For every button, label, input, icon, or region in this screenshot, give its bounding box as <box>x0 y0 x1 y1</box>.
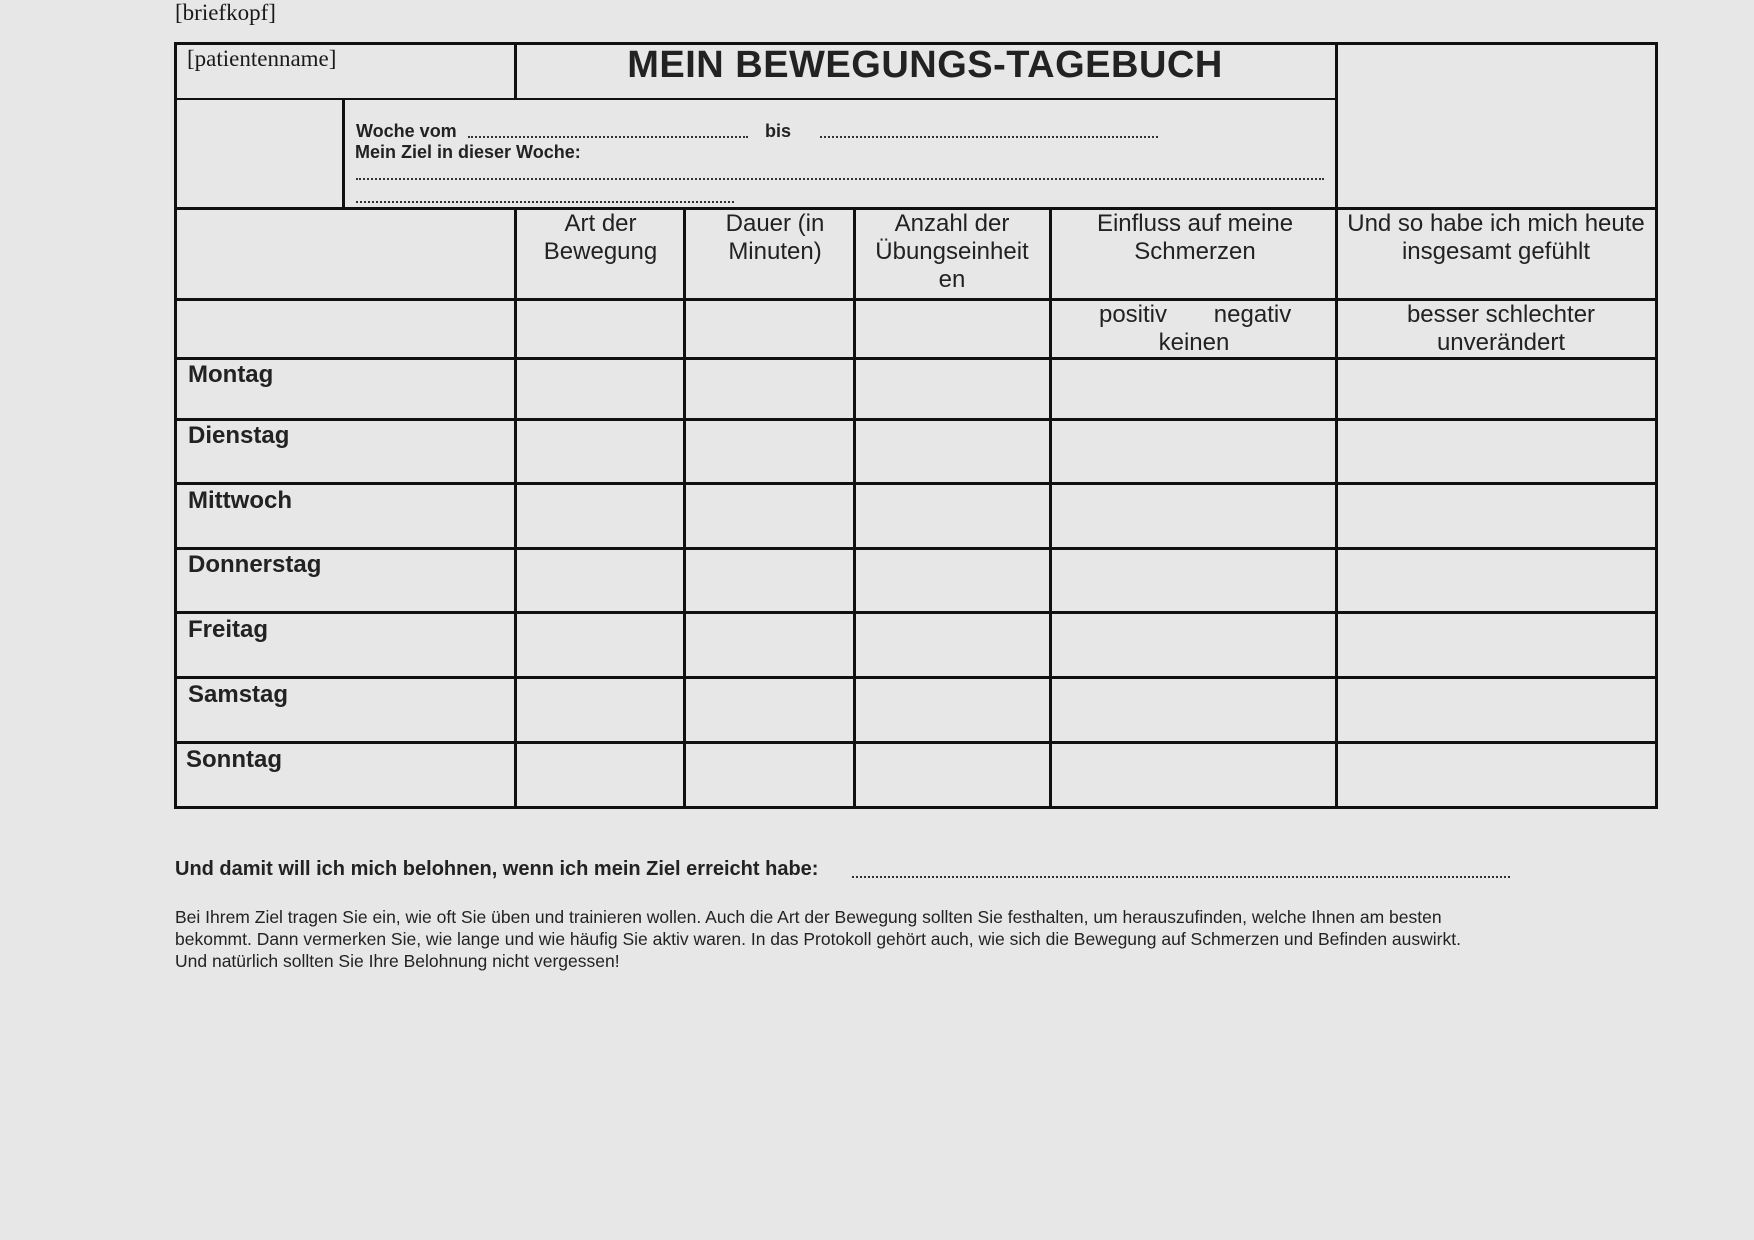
grid-line <box>1655 42 1658 809</box>
grid-line <box>174 42 177 809</box>
column-header-feeling: Und so habe ich mich heute insgesamt gefühlt <box>1347 210 1645 265</box>
grid-line <box>174 547 1658 550</box>
instructions <box>175 906 1595 972</box>
day-label-friday: Freitag <box>188 616 269 643</box>
grid-line <box>853 207 856 809</box>
feeling-options-line-2: unverändert <box>1436 329 1566 356</box>
goal-label: Mein Ziel in dieser Woche: <box>355 142 581 162</box>
day-label-tuesday: Dienstag <box>188 422 290 449</box>
day-label-thursday: Donnerstag <box>188 551 322 578</box>
grid-line <box>174 357 1658 360</box>
pain-option-positive: positiv <box>1098 301 1168 328</box>
reward-label: Und damit will ich mich belohnen, wenn ich mein Ziel erreicht habe: <box>175 858 819 880</box>
feeling-options-line-1: besser schlechter <box>1406 301 1596 328</box>
grid-line <box>174 418 1658 421</box>
column-header-sessions: Anzahl der Übungseinheit en <box>875 210 1029 293</box>
reward-field[interactable] <box>852 876 1510 878</box>
grid-line <box>174 806 1658 809</box>
grid-line <box>174 482 1658 485</box>
patient-name-placeholder: [patientenname] <box>187 46 337 71</box>
goal-field-line-1[interactable] <box>356 178 1324 180</box>
instructions-line-2: bekommt. Dann vermerken Sie, wie lange und wie häufig Sie aktiv waren. In das Protokoll gehört auch, wie sich die Bewegung auf Schmerzen und Befinden auswirkt. <box>175 929 1461 949</box>
grid-line <box>174 741 1658 744</box>
grid-line <box>514 207 517 809</box>
column-header-duration: Dauer (in Minuten) <box>725 210 825 265</box>
grid-line <box>342 98 345 210</box>
week-from-field[interactable] <box>468 136 748 138</box>
grid-line <box>174 676 1658 679</box>
week-to-field[interactable] <box>820 136 1158 138</box>
day-label-saturday: Samstag <box>188 681 289 708</box>
week-to-label: bis <box>765 121 792 141</box>
grid-line <box>174 611 1658 614</box>
grid-line <box>1335 42 1338 809</box>
page-title: MEIN BEWEGUNGS-TAGEBUCH <box>627 44 1223 86</box>
goal-field-line-2[interactable] <box>356 201 734 203</box>
instructions-line-1: Bei Ihrem Ziel tragen Sie ein, wie oft Sie üben und trainieren wollen. Auch die Art der Bewegung sollten Sie festhalten, um herauszufinden, welche Ihnen am besten <box>175 907 1442 927</box>
grid-line <box>1049 207 1052 809</box>
day-label-monday: Montag <box>188 361 274 388</box>
pain-option-negative: negativ <box>1213 301 1292 328</box>
grid-line <box>174 98 1337 100</box>
week-from-label: Woche vom <box>356 121 457 141</box>
instructions-line-3: Und natürlich sollten Sie Ihre Belohnung nicht vergessen! <box>175 951 620 971</box>
letterhead-placeholder: [briefkopf] <box>175 0 276 25</box>
grid-line <box>683 207 686 809</box>
day-label-sunday: Sonntag <box>186 746 282 773</box>
day-label-wednesday: Mittwoch <box>188 487 292 514</box>
column-header-type: Art der Bewegung <box>543 210 658 265</box>
column-header-pain: Einfluss auf meine Schmerzen <box>1096 210 1294 265</box>
pain-option-none: keinen <box>1158 329 1230 356</box>
